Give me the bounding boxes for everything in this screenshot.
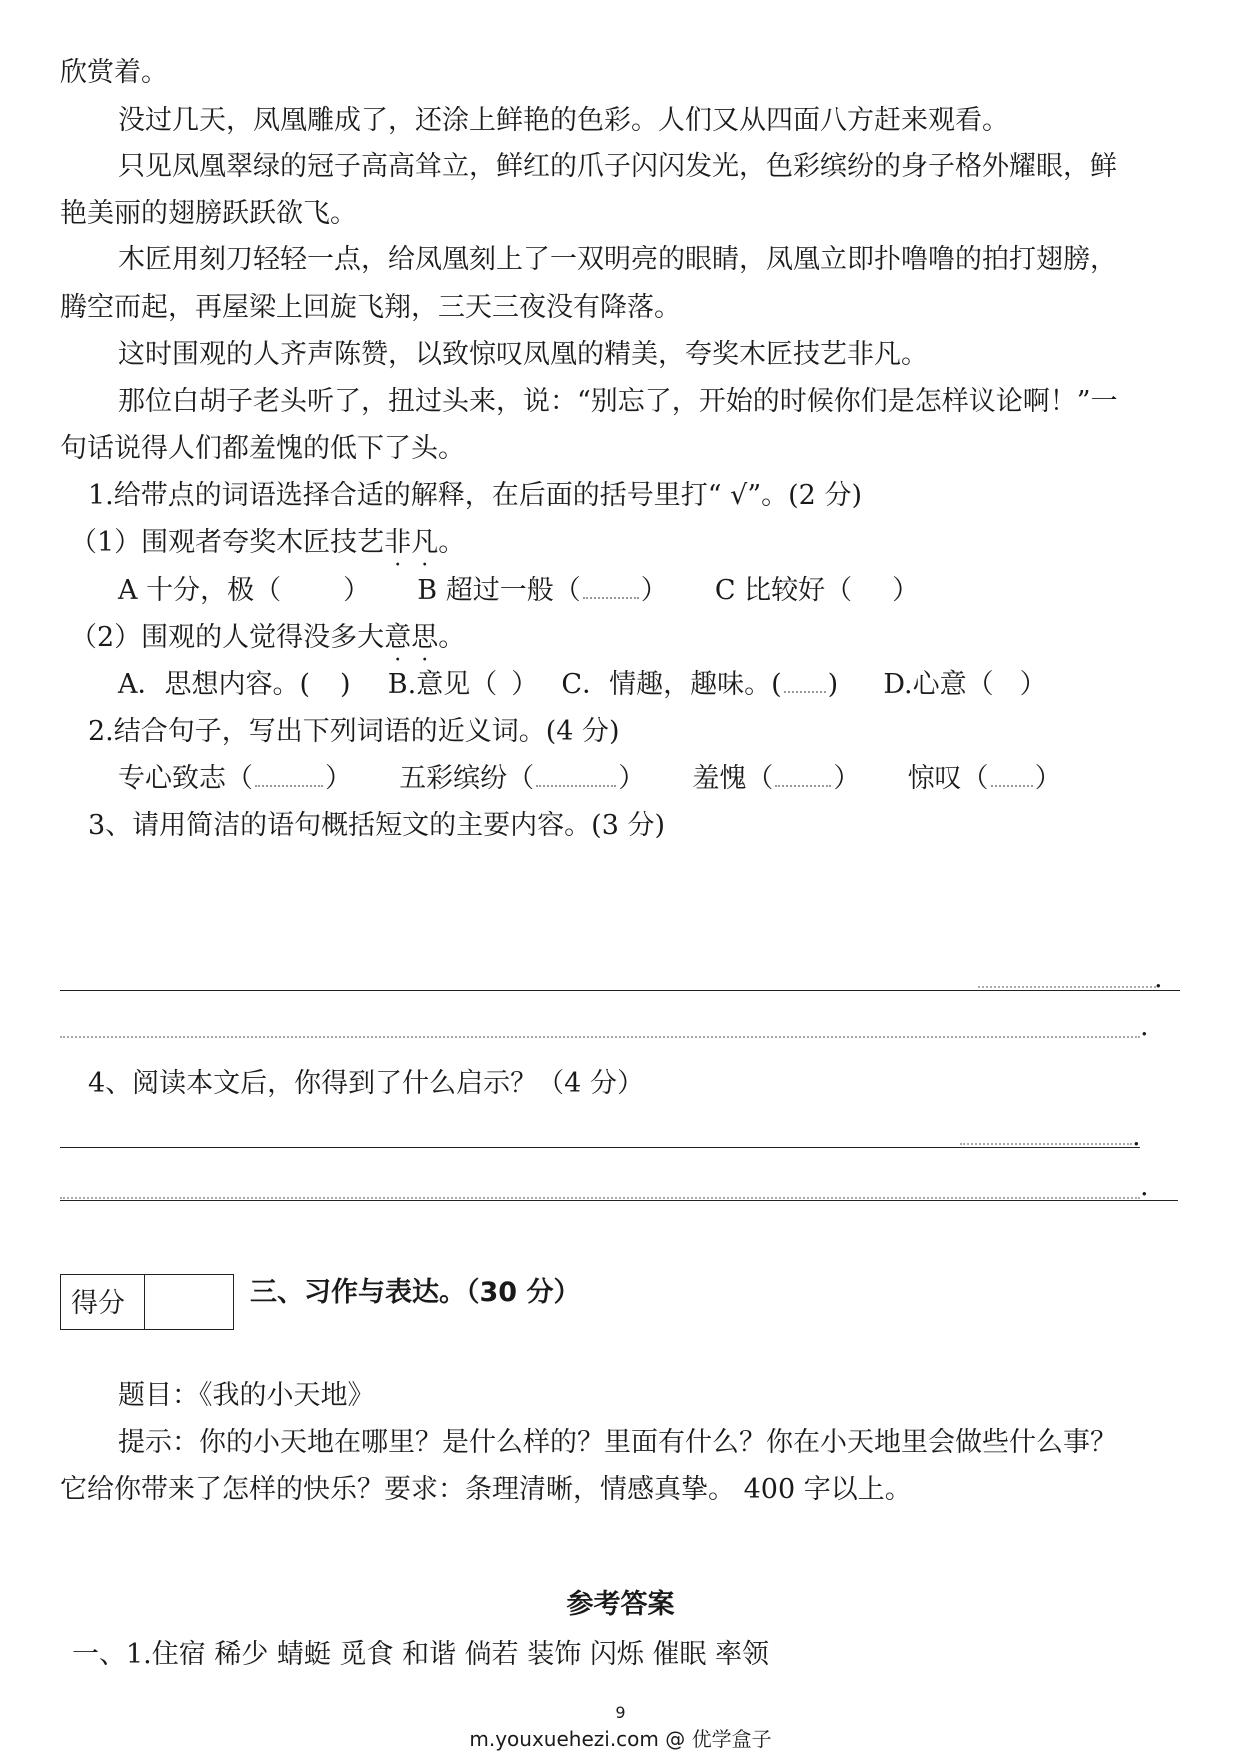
page-number: 9 [615, 1703, 626, 1722]
score-cell[interactable] [145, 1275, 233, 1329]
composition-topic: 题目：《我的小天地》 [118, 1380, 375, 1411]
passage-line: 句话说得人们都羞愧的低下了头。 [60, 433, 465, 464]
question-3-title: 3、请用简洁的语句概括短文的主要内容。(3 分) [88, 810, 666, 841]
option-b: B.意见（ [387, 669, 498, 700]
answer-blank[interactable] [255, 765, 323, 787]
answer-line[interactable] [60, 990, 1180, 991]
line-end-dot: . [1140, 1171, 1149, 1202]
answer-line-dots [978, 986, 1156, 988]
answer-line [60, 1200, 1178, 1201]
question-1-title: 1.给带点的词语选择合适的解释，在后面的括号里打“ √”。(2 分) [88, 480, 862, 511]
question-2-words: 专心致志（ ） 五彩缤纷（ ） 羞愧（ ） 惊叹（ ） [118, 763, 1062, 794]
question-1-sub-1-options: A 十分，极（ ） B 超过一般（ ） C 比较好（ ） [118, 575, 920, 606]
answer-blank[interactable] [784, 671, 826, 693]
emphasis-char: 思 [411, 622, 439, 653]
word-1: 专心致志（ [118, 763, 253, 794]
question-1-sub-2-options: A．思想内容。( ) B.意见（ ） C．情趣，趣味。( ) D.心意（ ） [118, 669, 1047, 700]
footer-site: m.youxuehezi.com @ 优学盒子 [469, 1727, 772, 1751]
emphasis-char: 非 [384, 527, 412, 558]
answer-line[interactable] [60, 1147, 1140, 1148]
option-a: A．思想内容。( [118, 669, 311, 700]
option-c: C 比较好（ [714, 575, 853, 606]
option-b: B 超过一般（ [417, 575, 581, 606]
option-d: D.心意（ [883, 669, 994, 700]
passage-line: 艳美丽的翅膀跃跃欲飞。 [60, 198, 357, 229]
answer-line-dots[interactable] [60, 1036, 1140, 1038]
answer-blank[interactable] [775, 765, 831, 787]
line-end-dot: . [1154, 963, 1163, 994]
answer-blank[interactable] [991, 765, 1033, 787]
composition-hint: 提示：你的小天地在哪里？是什么样的？里面有什么？你在小天地里会做些什么事？ [118, 1427, 1117, 1458]
answers-title: 参考答案 [566, 1589, 675, 1620]
answer-line-dots[interactable] [60, 1197, 1140, 1199]
passage-line: 木匠用刻刀轻轻一点，给凤凰刻上了一双明亮的眼睛，凤凰立即扑噜噜的拍打翅膀， [118, 244, 1117, 275]
emphasis-char: 意 [384, 622, 412, 653]
word-3: 羞愧（ [692, 763, 774, 794]
option-a: A 十分，极（ [118, 575, 282, 606]
question-4-title: 4、阅读本文后，你得到了什么启示？（4 分） [88, 1068, 644, 1099]
passage-line: 只见凤凰翠绿的冠子高高耸立，鲜红的爪子闪闪发光，色彩缤纷的身子格外耀眼，鲜 [118, 151, 1117, 182]
answers-line: 一、1.住宿 稀少 蜻蜓 觅食 和谐 倘若 装饰 闪烁 催眠 率领 [72, 1639, 770, 1670]
answer-line-dots [960, 1143, 1132, 1145]
passage-line: 腾空而起，再屋梁上回旋飞翔，三天三夜没有降落。 [60, 292, 681, 323]
section-3-title: 三、习作与表达。（30 分） [250, 1277, 581, 1308]
word-2: 五彩缤纷（ [399, 763, 535, 794]
line-end-dot: . [1140, 1011, 1149, 1042]
line-end-dot: . [1132, 1121, 1141, 1152]
emphasis-char: 凡 [411, 527, 439, 558]
option-c: C．情趣，趣味。( [561, 669, 782, 700]
answer-blank[interactable] [536, 765, 616, 787]
passage-line: 那位白胡子老头听了，扭过头来，说：“别忘了，开始的时候你们是怎样议论啊！”一 [118, 386, 1118, 417]
score-box [60, 1274, 234, 1330]
composition-hint: 它给你带来了怎样的快乐？要求：条理清晰，情感真挚。 400 字以上。 [60, 1474, 912, 1505]
question-1-sub-2: （2）围观的人觉得没多大意思。 [70, 622, 466, 653]
answer-blank[interactable] [583, 577, 639, 599]
question-2-title: 2.结合句子，写出下列词语的近义词。(4 分) [88, 716, 620, 747]
passage-line: 没过几天，凤凰雕成了，还涂上鲜艳的色彩。人们又从四面八方赶来观看。 [118, 105, 1009, 136]
question-1-sub-1: （1）围观者夸奖木匠技艺非凡。 [70, 527, 466, 558]
score-label: 得分 [61, 1275, 145, 1329]
word-4: 惊叹（ [907, 763, 989, 794]
passage-line: 欣赏着。 [60, 57, 168, 88]
passage-line: 这时围观的人齐声陈赞，以致惊叹凤凰的精美，夸奖木匠技艺非凡。 [118, 339, 928, 370]
